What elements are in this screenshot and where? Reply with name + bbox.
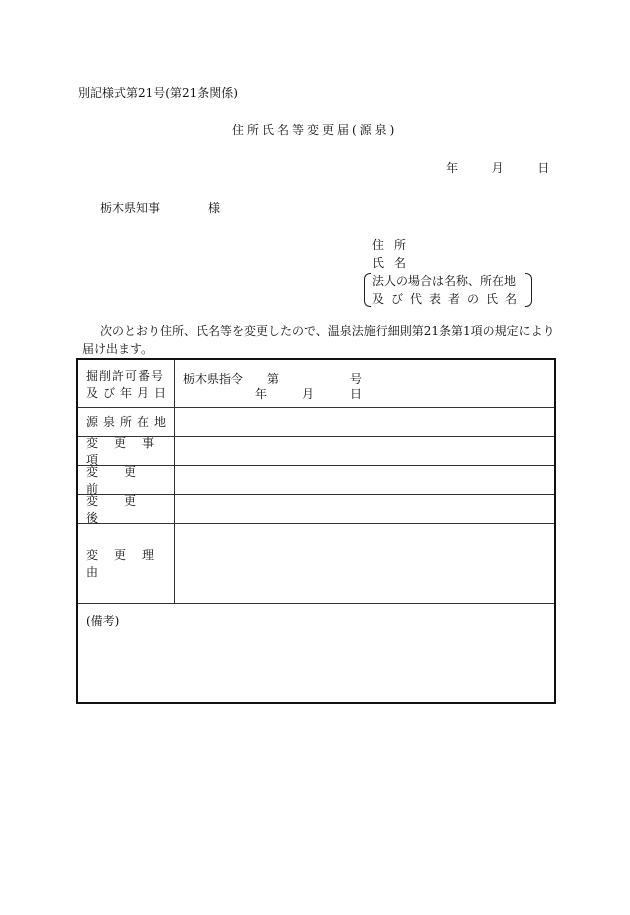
document-title: 住所氏名等変更届(源泉) xyxy=(232,123,398,137)
reason-label-cell xyxy=(78,523,175,603)
after-row xyxy=(78,494,554,524)
location-label: 源泉所在地 xyxy=(86,415,172,429)
corporate-note xyxy=(364,272,532,308)
submission-date xyxy=(446,159,549,176)
corporate-note-line1: 法人の場合は名称、所在地 xyxy=(372,274,517,288)
change-items-label-cell xyxy=(78,436,175,465)
remarks-label: (備考) xyxy=(86,614,120,628)
before-label: 変更前 xyxy=(86,464,163,496)
after-label-cell xyxy=(78,494,175,523)
day-label: 日 xyxy=(537,161,550,175)
permit-year: 年 xyxy=(255,387,268,401)
addressee-honorific: 様 xyxy=(208,201,221,215)
change-items-label: 変更事項 xyxy=(86,435,171,467)
after-value-cell[interactable] xyxy=(175,494,554,523)
location-value-cell[interactable] xyxy=(175,407,554,436)
location-label-cell xyxy=(78,407,175,436)
month-label: 月 xyxy=(491,161,504,175)
before-value-cell[interactable] xyxy=(175,465,554,494)
permit-prefix: 栃木県指令 xyxy=(183,372,244,386)
addressee xyxy=(100,199,220,216)
before-label-cell xyxy=(78,465,175,494)
reason-label: 変更理由 xyxy=(86,548,171,579)
reason-row xyxy=(78,523,554,603)
change-items-value-cell[interactable] xyxy=(175,436,554,465)
permit-go: 号 xyxy=(350,372,363,386)
applicant-name-label: 氏名 xyxy=(372,256,417,270)
applicant-address-label: 住所 xyxy=(372,238,417,252)
permit-value-cell[interactable] xyxy=(175,360,554,407)
reason-value-cell[interactable] xyxy=(175,523,554,603)
permit-dai: 第 xyxy=(267,372,280,386)
statement-text: 次のとおり住所、氏名等を変更したので、温泉法施行細則第21条第1項の規定により届け出ます。 xyxy=(82,324,555,356)
change-items-row xyxy=(78,436,554,466)
form-number: 別記様式第21号(第21条関係) xyxy=(78,86,238,100)
form-table xyxy=(76,358,556,704)
permit-month: 月 xyxy=(302,387,315,401)
corporate-note-line2: 及び代表者の氏名 xyxy=(372,292,525,306)
location-row xyxy=(78,407,554,437)
remarks-area[interactable] xyxy=(78,603,554,702)
permit-label-line2: 及び年月日 xyxy=(86,385,172,400)
permit-label-line1: 掘削許可番号 xyxy=(86,368,165,383)
after-label: 変更後 xyxy=(86,493,163,525)
before-row xyxy=(78,465,554,495)
addressee-name: 栃木県知事 xyxy=(100,201,161,215)
permit-label-cell xyxy=(78,360,175,407)
permit-row xyxy=(78,360,554,408)
applicant-block xyxy=(372,236,532,308)
year-label: 年 xyxy=(446,161,459,175)
permit-day: 日 xyxy=(350,387,363,401)
